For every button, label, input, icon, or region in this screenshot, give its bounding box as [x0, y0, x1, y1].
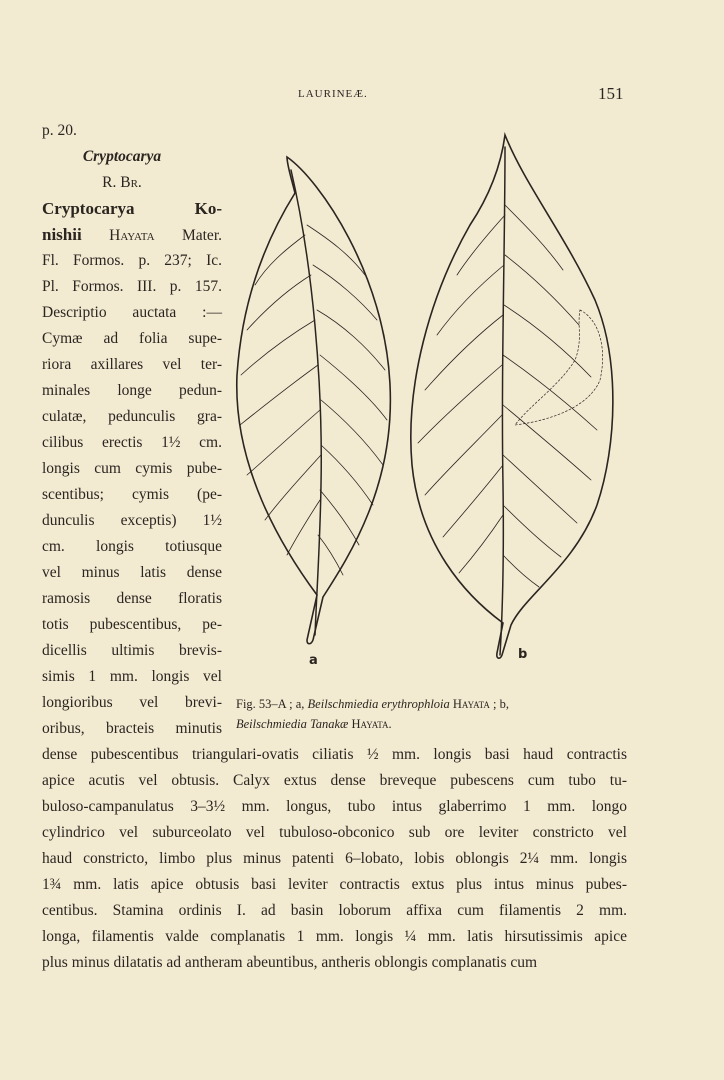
figure-label-a: a: [309, 653, 318, 668]
text-line: oribus, bracteis minutis: [42, 720, 222, 737]
text-line: cylindrico vel suburceolato vel tubuloso-obconico sub ore leviter constricto vel: [42, 824, 627, 841]
text-line: Cymæ ad folia supe-: [42, 330, 222, 347]
text-line: Fl. Formos. p. 237; Ic.: [42, 252, 222, 269]
figure-caption: [236, 694, 616, 734]
text-line: plus minus dilatatis ad antheram abeuntibus, antheris oblongis complanatis cum: [42, 954, 538, 971]
leaf-b-midrib: [500, 147, 505, 655]
text-line: cilibus erectis 1½ cm.: [42, 434, 222, 451]
text-line: scentibus; cymis (pe-: [42, 486, 222, 503]
text-line: riora axillares vel ter-: [42, 356, 222, 373]
text-line: longis cum cymis pube-: [42, 460, 222, 477]
species-heading-cont: nishii: [42, 225, 82, 244]
figure-label-b: b: [518, 647, 528, 662]
text-line: Descriptio auctata :—: [42, 304, 222, 321]
caption-line: Beilschmiedia Tanakæ Hayata.: [236, 717, 392, 731]
text-line: haud constricto, limbo plus minus patenti 6–lobato, lobis oblongis 2¼ mm. longis: [42, 850, 627, 867]
text-line: culatæ, pedunculis gra-: [42, 408, 222, 425]
species-heading: Cryptocarya Ko-: [42, 199, 222, 218]
text-line: Pl. Formos. III. p. 157.: [42, 278, 222, 295]
text-line: buloso-campanulatus 3–3½ mm. longus, tubo intus glaberrimo 1 mm. longo: [42, 798, 627, 815]
genus-author: R. Br.: [102, 174, 142, 191]
left-text-column: [42, 118, 222, 742]
text-line: dicellis ultimis brevis-: [42, 642, 222, 659]
text-line: ramosis dense floratis: [42, 590, 222, 607]
text-line: longa, filamentis valde complanatis 1 mm. longis ¼ mm. latis hirsutissimis apice: [42, 928, 627, 945]
text-line: apice acutis vel obtusis. Calyx extus dense breveque pubescens cum tubo tu-: [42, 772, 627, 789]
text-line: longioribus vel brevi-: [42, 694, 222, 711]
text-line: dense pubescentibus triangulari-ovatis ciliatis ½ mm. longis basi haud contractis: [42, 746, 627, 763]
body-text: [42, 742, 627, 976]
text-line: simis 1 mm. longis vel: [42, 668, 222, 685]
caption-line: Fig. 53–A ; a, Beilschmiedia erythrophloia Hayata ; b,: [236, 697, 509, 711]
text-line: p. 20.: [42, 122, 77, 139]
text-line: dunculis exceptis) 1½: [42, 512, 222, 529]
text-line: vel minus latis dense: [42, 564, 222, 581]
running-head: LAURINEÆ.: [298, 88, 368, 100]
text-line: 1¾ mm. latis apice obtusis basi leviter contractis extus plus intus minus pubes-: [42, 876, 627, 893]
text-line: minales longe pedun-: [42, 382, 222, 399]
leaf-b-veins: [418, 205, 597, 587]
leaf-b-damage-patch: [515, 310, 603, 425]
page-number: 151: [598, 84, 624, 103]
text-line: cm. longis totiusque: [42, 538, 222, 555]
genus-heading: Cryptocarya: [82, 148, 162, 165]
leaf-illustration: [225, 125, 625, 670]
text-line: totis pubescentibus, pe-: [42, 616, 222, 633]
author-name: Hayata: [109, 227, 155, 244]
text-line: nishii Hayata Mater.: [42, 225, 222, 244]
text-line: centibus. Stamina ordinis I. ad basin loborum affixa cum filamentis 2 mm.: [42, 902, 627, 919]
leaf-a-outline: [237, 157, 391, 644]
leaf-b-outline: [411, 135, 613, 658]
leaf-figure: [225, 125, 625, 670]
